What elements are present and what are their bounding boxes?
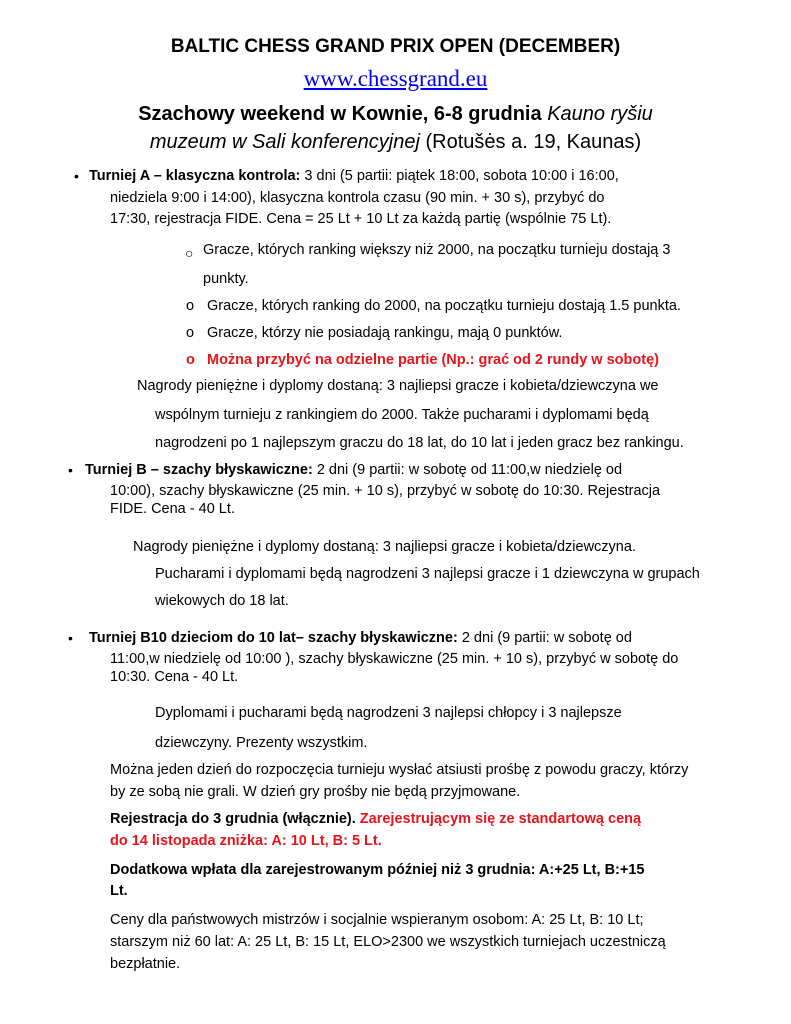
registration-discount-a: Zarejestrującym się ze standartową ceną [359,811,642,827]
tournament-a-sub1-line1: Gracze, których ranking większy niż 2000, na początku turnieju dostają 3 [203,242,671,258]
tournament-b10-line1 [89,630,632,646]
prices-line3: bezpłatnie. [110,956,181,972]
page-title: BALTIC CHESS GRAND PRIX OPEN (DECEMBER) [170,36,621,57]
list-marker: o [186,298,195,314]
event-venue-b: muzeum w Sali konferencyjnej [149,131,420,153]
late-fee-line1: Dodatkowa wpłata dla zarejestrowanym później niż 3 grudnia: A:+25 Lt, B:+15 [110,862,645,878]
event-venue-a: Kauno ryšiu [547,103,653,125]
website-link[interactable]: www.chessgrand.eu [303,66,488,91]
bullet-icon: • [68,462,73,478]
tournament-b10-line2: 11:00,w niedzielę od 10:00 ), szachy błyskawiczne (25 min. + 10 s), przybyć w sobotę do [110,651,679,667]
tournament-b-line1 [85,462,622,478]
tournament-a-sub1-line2: punkty. [203,271,249,287]
absence-note-line1: Można jeden dzień do rozpoczęcia turnieju wysłać atsiusti prośbę z powodu graczy, którzy [110,762,689,778]
registration-discount-b: do 14 listopada zniżka: A: 10 Lt, B: 5 Lt. [110,833,382,849]
tournament-a-line1 [89,168,619,184]
late-fee-line2: Lt. [110,883,128,899]
list-marker: o [186,325,195,341]
list-marker: o [186,352,195,368]
event-subtitle-line2 [0,131,791,154]
bullet-icon: • [74,168,79,184]
tournament-b-title: Turniej B – szachy błyskawiczne: [85,462,313,478]
tournament-b10-title: Turniej B10 dzieciom do 10 lat– szachy błyskawiczne: [89,630,458,646]
tournament-b-text1: 2 dni (9 partii: w sobotę od 11:00,w niedzielę od [316,462,623,478]
tournament-b10-line3: 10:30. Cena - 40 Lt. [110,669,239,685]
registration-deadline: Rejestracja do 3 grudnia (włącznie). [110,811,356,827]
tournament-b-line2: 10:00), szachy błyskawiczne (25 min. + 10 s), przybyć w sobotę do 10:30. Rejestracja [110,483,661,499]
circle-bullet-icon: ○ [185,245,194,261]
absence-note-line2: by ze sobą nie grali. W dzień gry prośby nie będą przyjmowane. [110,784,521,800]
tournament-b10-prizes-line1: Dyplomami i pucharami będą nagrodzeni 3 najlepsi chłopcy i 3 najlepsze [155,705,622,721]
prices-line2: starszym niż 60 lat: A: 25 Lt, B: 15 Lt, ELO>2300 we wszystkich turniejach uczestniczą [110,934,666,950]
registration-line1 [110,811,641,827]
bullet-icon: • [68,630,73,646]
tournament-a-sub3: Gracze, którzy nie posiadają rankingu, mają 0 punktów. [207,325,563,341]
tournament-a-line2: niedziela 9:00 i 14:00), klasyczna kontrola czasu (90 min. + 30 s), przybyć do [110,190,605,206]
tournament-a-prizes-line3: nagrodzeni po 1 najlepszym graczu do 18 lat, do 10 lat i jeden gracz bez rankingu. [155,435,684,451]
tournament-a-title: Turniej A – klasyczna kontrola: [89,168,301,184]
tournament-b10-prizes-line2: dziewczyny. Prezenty wszystkim. [155,735,368,751]
tournament-a-line3: 17:30, rejestracja FIDE. Cena = 25 Lt + 10 Lt za każdą partię (wspólnie 75 Lt). [110,211,612,227]
prices-line1: Ceny dla państwowych mistrzów i socjalnie wspieranym osobom: A: 25 Lt, B: 10 Lt; [110,912,644,928]
tournament-b10-text1: 2 dni (9 partii: w sobotę od [461,630,632,646]
tournament-b-prizes-line2: Pucharami i dyplomami będą nagrodzeni 3 najlepsi gracze i 1 dziewczyna w grupach [155,566,700,582]
tournament-a-sub4: Można przybyć na odzielne partie (Np.: grać od 2 rundy w sobotę) [207,352,659,368]
tournament-a-prizes-line1: Nagrody pieniężne i dyplomy dostaną: 3 najliepsi gracze i kobieta/dziewczyna we [137,378,659,394]
tournament-b-prizes-line1: Nagrody pieniężne i dyplomy dostaną: 3 najliepsi gracze i kobieta/dziewczyna. [133,539,636,555]
tournament-b-line3: FIDE. Cena - 40 Lt. [110,501,235,517]
tournament-a-prizes-line2: wspólnym turnieju z rankingiem do 2000. Także pucharami i dyplomami będą [155,407,649,423]
tournament-a-sub2: Gracze, których ranking do 2000, na początku turnieju dostają 1.5 punkta. [207,298,681,314]
event-subtitle-bold: Szachowy weekend w Kownie, 6-8 grudnia [138,103,542,125]
tournament-a-text1: 3 dni (5 partii: piątek 18:00, sobota 10:00 i 16:00, [304,168,619,184]
event-subtitle-line1 [0,103,791,126]
tournament-b-prizes-line3: wiekowych do 18 lat. [155,593,289,609]
event-address: (Rotušės a. 19, Kaunas) [425,131,642,153]
